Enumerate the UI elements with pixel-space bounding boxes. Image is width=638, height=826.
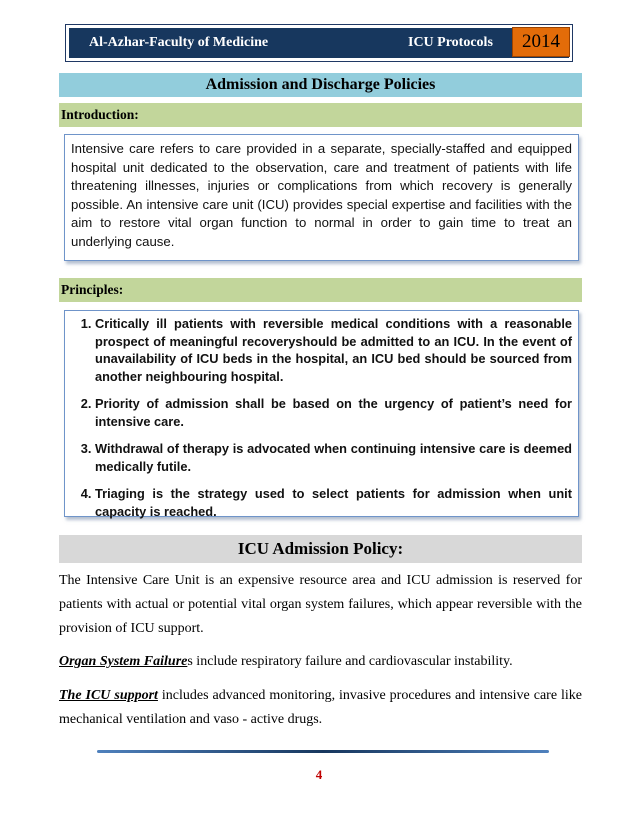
admission-policy-paragraph: The Intensive Care Unit is an expensive resource area and ICU admission is reserved for patients with actual or potential vital organ system failures, which appear reversible with the provision of ICU support. bbox=[59, 573, 582, 636]
principles-box bbox=[64, 310, 579, 517]
introduction-text: Intensive care refers to care provided in a separate, specially-staffed and equipped hospital unit dedicated to the observation, care and treatment of patients with life threatening illnesses, injuries or complications from which recovery is generally possible. An intensive care unit (ICU) provides special expertise and facilities with the aim to restore vital organ function to normal in order to gain time to treat an underlying cause. bbox=[71, 141, 572, 249]
principle-item: 3. Withdrawal of therapy is advocated when continuing intensive care is deemed medically futile. bbox=[95, 440, 572, 475]
introduction-box bbox=[64, 134, 579, 261]
principle-item: 2. Priority of admission shall be based on the urgency of patient’s need for intensive care. bbox=[95, 395, 572, 430]
header-year-badge: 2014 bbox=[512, 27, 570, 57]
section-title: Admission and Discharge Policies bbox=[59, 73, 582, 97]
emphasis-reasonable: reasonable bbox=[504, 316, 572, 331]
header-bar bbox=[69, 28, 569, 58]
header-document-title: ICU Protocols bbox=[408, 35, 493, 50]
page-header bbox=[65, 24, 573, 62]
organ-failure-paragraph: Organ System Failures include respiratory failure and cardiovascular instability. bbox=[59, 654, 513, 669]
header-faculty: Al-Azhar-Faculty of Medicine bbox=[89, 35, 269, 50]
emphasis-reversible: reversible bbox=[263, 316, 324, 331]
admission-policy-heading: ICU Admission Policy: bbox=[59, 535, 582, 563]
emphasis-meaningful: meaningful bbox=[169, 333, 238, 349]
icu-support-paragraph: The ICU support includes advanced monitoring, invasive procedures and intensive care like mechanical ventilation and vaso - active drugs. bbox=[59, 688, 582, 727]
icu-support-term: The ICU support bbox=[59, 688, 158, 703]
footer-divider bbox=[97, 750, 549, 753]
organ-failure-term: Organ System Failure bbox=[59, 654, 188, 669]
introduction-heading: Introduction: bbox=[59, 103, 582, 127]
principle-item: 1. Critically ill patients with reversible medical conditions with a reasonable prospect of meaningful recoveryshould be admitted to an ICU. In the event of unavailability of ICU beds in the hospital, an ICU bed should be sourced from another neighbouring hospital. bbox=[95, 315, 572, 385]
principle-item: 4. Triaging is the strategy used to select patients for admission when unit capacity is reached. bbox=[95, 485, 572, 520]
principles-list bbox=[71, 315, 572, 520]
page-number: 4 bbox=[315, 767, 323, 782]
principles-heading: Principles: bbox=[59, 278, 582, 302]
